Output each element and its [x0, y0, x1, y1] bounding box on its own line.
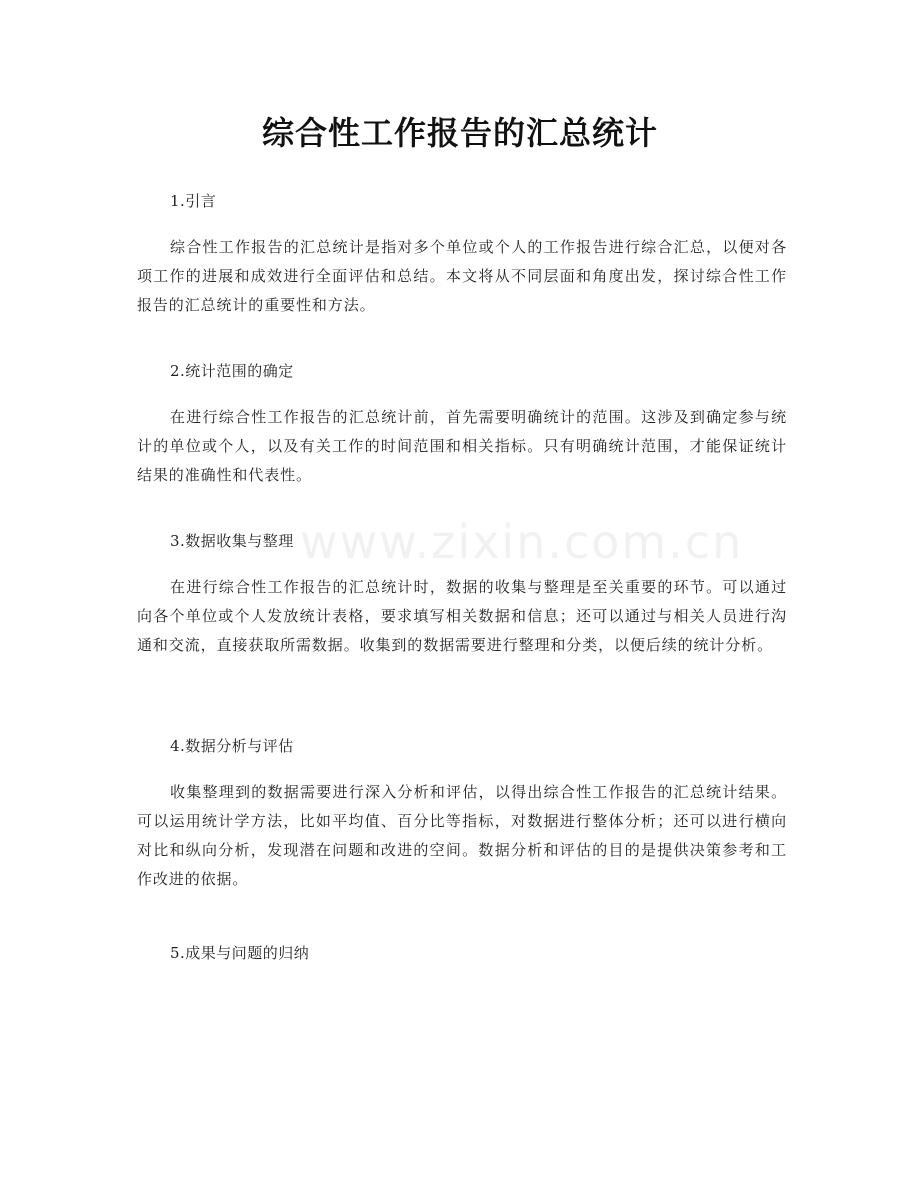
watermark: www.zixin.com.cn: [300, 515, 744, 569]
section-heading-5: 5.成果与问题的归纳: [170, 944, 310, 962]
section-paragraph-4: 收集整理到的数据需要进行深入分析和评估，以得出综合性工作报告的汇总统计结果。可以运用统计学方法，比如平均值、百分比等指标，对数据进行整体分析；还可以进行横向对比和纵向分析，发现潜在问题和改进的空间。数据分析和评估的目的是提供决策参考和工作改进的依据。: [137, 783, 787, 888]
section-paragraph-3: 在进行综合性工作报告的汇总统计时，数据的收集与整理是至关重要的环节。可以通过向各个单位或个人发放统计表格，要求填写相关数据和信息；还可以通过与相关人员进行沟通和交流，直接获取所需数据。收集到的数据需要进行整理和分类，以便后续的统计分析。: [137, 578, 787, 654]
section-paragraph-1: 综合性工作报告的汇总统计是指对多个单位或个人的工作报告进行综合汇总，以便对各项工作的进展和成效进行全面评估和总结。本文将从不同层面和角度出发，探讨综合性工作报告的汇总统计的重要性和方法。: [137, 238, 787, 314]
section-heading-3: 3.数据收集与整理: [170, 532, 294, 550]
section-heading-4: 4.数据分析与评估: [170, 737, 294, 755]
page-title: 综合性工作报告的汇总统计: [261, 114, 658, 152]
section-paragraph-2: 在进行综合性工作报告的汇总统计前，首先需要明确统计的范围。这涉及到确定参与统计的单位或个人，以及有关工作的时间范围和相关指标。只有明确统计范围，才能保证统计结果的准确性和代表性。: [137, 408, 787, 484]
section-heading-2: 2.统计范围的确定: [170, 362, 294, 380]
section-heading-1: 1.引言: [170, 192, 217, 210]
